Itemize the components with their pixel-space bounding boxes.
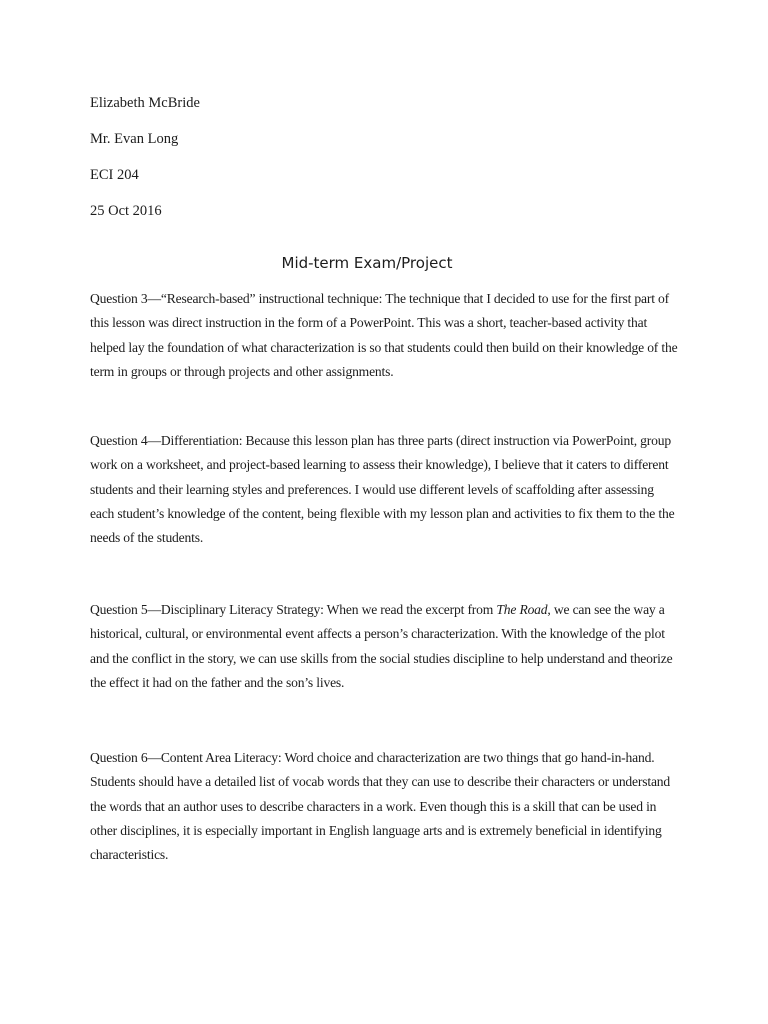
student-name: Elizabeth McBride <box>90 95 200 111</box>
question-6-paragraph: Question 6—Content Area Literacy: Word choice and characterization are two things that go hand-in-hand. Students should have a detailed list of vocab words that they can use to describe their characters or understand the words that an author uses to describe characters in a work. Even though this is a skill that can be used in other disciplines, it is especially important in English language arts and is extremely beneficial in identifying characteristics. <box>90 750 671 863</box>
course-code: ECI 204 <box>90 167 139 183</box>
book-title: The Road <box>496 602 548 617</box>
document-title: Mid-term Exam/Project <box>281 254 453 272</box>
question-3-paragraph: Question 3—“Research-based” instructional technique: The technique that I decided to use for the first part of this lesson was direct instruction in the form of a PowerPoint. This was a short, teacher-based activity that helped lay the foundation of what characterization is so that students could then build on their knowledge of the term in groups or through projects and other assignments. <box>90 291 678 379</box>
question-5-paragraph <box>90 598 680 695</box>
instructor-name: Mr. Evan Long <box>90 131 179 147</box>
document-date: 25 Oct 2016 <box>90 203 162 219</box>
question-5-text-before: Question 5—Disciplinary Literacy Strategy: When we read the excerpt from <box>90 602 497 617</box>
question-5-text-after: , we can see the way a historical, cultural, or environmental event affects a person’s characterization. With the knowledge of the plot and the conflict in the story, we can use skills from the social studies discipline to help understand and theorize the effect it had on the father and the son’s lives. <box>90 602 673 690</box>
question-4-paragraph: Question 4—Differentiation: Because this lesson plan has three parts (direct instruction via PowerPoint, group work on a worksheet, and project-based learning to assess their knowledge), I believe that it caters to different students and their learning styles and preferences. I would use different levels of scaffolding after assessing each student’s knowledge of the content, being flexible with my lesson plan and activities to fix them to the the needs of the students. <box>90 433 675 546</box>
